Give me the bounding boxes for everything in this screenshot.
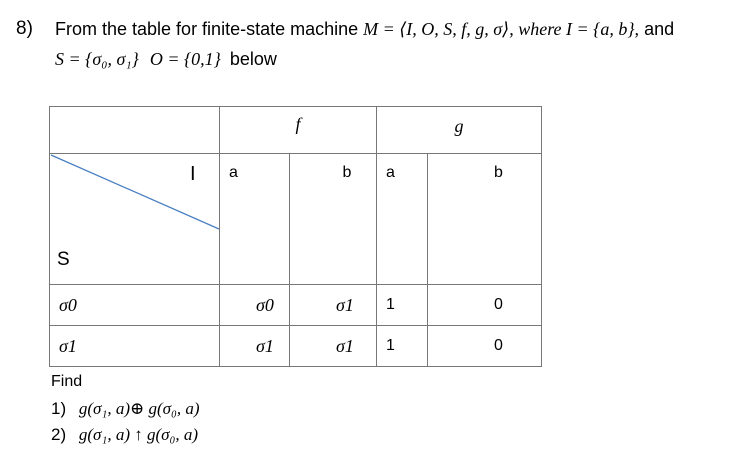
f-a-value: σ0 [256,294,274,315]
f-a-value-cell [220,326,290,367]
g-b-value-cell [428,285,542,326]
f-b-value-cell [290,285,377,326]
g-b-value: 0 [494,337,503,354]
find-item-number: 2) [51,425,67,444]
f-a-value: σ1 [256,335,274,356]
state-cell [50,285,220,326]
g-a-label: a [386,164,395,181]
g-header: g [454,116,464,136]
input-label: I [190,163,196,185]
find-item-expr: g(σ₁, a) ↑ g(σ₀, a) [78,425,199,444]
table-row [50,285,542,326]
question-and: and [644,19,675,39]
f-a-label: a [229,164,238,181]
find-item [51,425,198,445]
state-set: S = {σ₀, σ₁} [55,49,139,69]
state-value: σ0 [59,294,77,315]
question-number: 8) [16,18,33,39]
state-cell [50,326,220,367]
table-row [50,326,542,367]
g-b-cell [428,154,542,285]
state-label: S [57,249,70,270]
find-label: Find [51,373,83,390]
question-line-1 [55,19,674,40]
g-a-cell [377,154,428,285]
f-b-value: σ1 [336,294,354,315]
f-b-cell [290,154,377,285]
f-b-value: σ1 [336,335,354,356]
find-item [51,399,200,419]
output-set: O = {0,1} [149,49,221,69]
f-header-cell [220,107,377,154]
f-a-cell [220,154,290,285]
f-b-value-cell [290,326,377,367]
question-line-2 [55,49,277,70]
question-below: below [229,49,277,69]
g-a-value-cell [377,285,428,326]
f-header: f [295,114,301,134]
machine-definition: M = ⟨I, O, S, f, g, σ⟩, where I = {a, b}, [363,19,640,39]
g-b-value: 0 [494,296,503,313]
table-header-row [50,107,542,154]
g-header-cell [377,107,542,154]
f-b-label: b [342,164,352,181]
input-row [50,154,542,285]
fsm-table [49,106,542,367]
corner-top-cell [50,107,220,154]
g-b-value-cell [428,326,542,367]
g-b-label: b [494,164,503,181]
g-a-value: 1 [386,337,395,354]
f-a-value-cell [220,285,290,326]
state-value: σ1 [59,335,77,356]
question-text: From the table for finite-state machine [55,19,364,39]
diagonal-cell [50,154,220,285]
find-item-expr: g(σ₁, a)⊕ g(σ₀, a) [78,399,200,418]
find-item-number: 1) [51,399,67,418]
g-a-value-cell [377,326,428,367]
g-a-value: 1 [386,296,395,313]
